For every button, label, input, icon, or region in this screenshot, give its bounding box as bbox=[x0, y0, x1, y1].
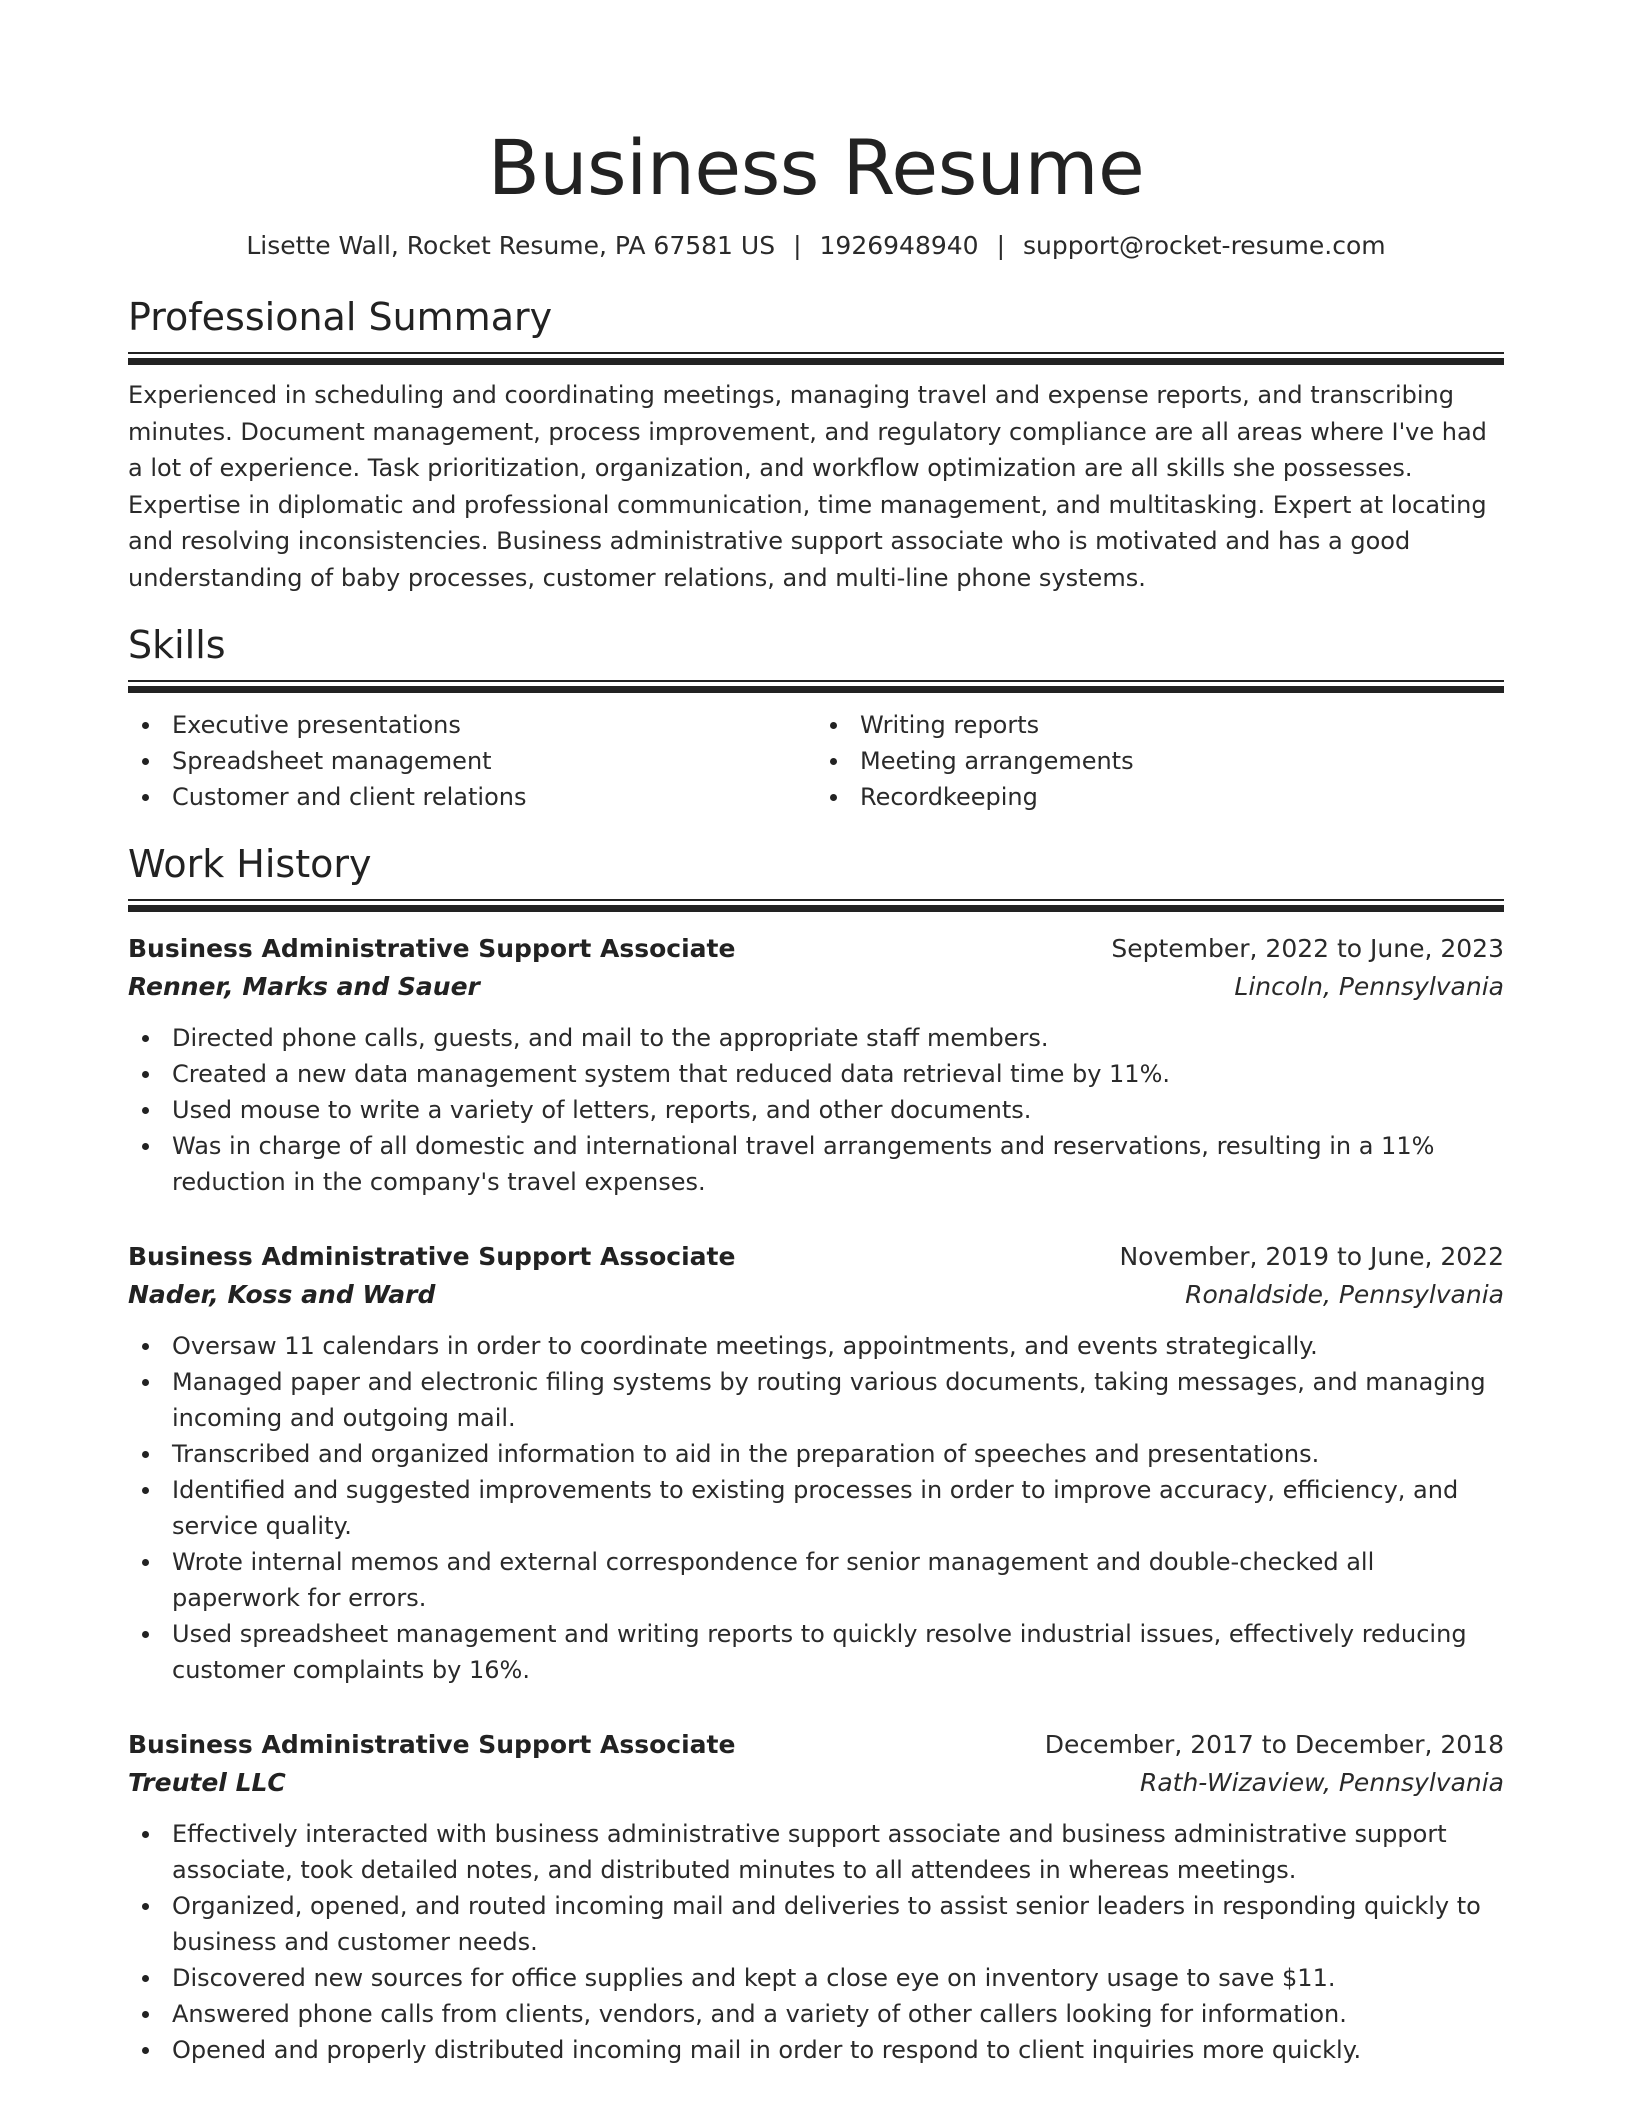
job-bullet: Managed paper and electronic filing systems by routing various documents, taking messages, and managing incoming and outgoing mail. bbox=[172, 1364, 1504, 1436]
contact-address: Lisette Wall, Rocket Resume, PA 67581 US bbox=[246, 231, 776, 260]
job-entry bbox=[128, 1238, 1504, 1688]
job-company: Renner, Marks and Sauer bbox=[128, 972, 480, 1001]
job-bullet: Oversaw 11 calendars in order to coordinate meetings, appointments, and events strategically. bbox=[172, 1328, 1504, 1364]
skill-item: Writing reports bbox=[860, 707, 1504, 743]
job-bullets bbox=[128, 1328, 1504, 1688]
section-divider bbox=[128, 352, 1504, 365]
summary-text: Experienced in scheduling and coordinating meetings, managing travel and expense reports, and transcribing minutes. Document management, process improvement, and regulatory compliance are all areas where I've had a lot of experience. Task prioritization, organization, and workflow optimization are all skills she possesses. Expertise in diplomatic and professional communication, time management, and multitasking. Expert at locating and resolving inconsistencies. Business administrative support associate who is motivated and has a good understanding of baby processes, customer relations, and multi-line phone systems. bbox=[128, 381, 1487, 592]
job-company-row bbox=[128, 968, 1504, 1006]
section-heading-summary: Professional Summary bbox=[128, 295, 553, 339]
job-company: Treutel LLC bbox=[128, 1768, 286, 1797]
job-company-row bbox=[128, 1764, 1504, 1802]
contact-line bbox=[128, 228, 1504, 264]
job-bullet: Opened and properly distributed incoming mail in order to respond to client inquiries more quickly. bbox=[172, 2032, 1504, 2068]
job-entry bbox=[128, 1726, 1504, 2068]
skill-item: Recordkeeping bbox=[860, 779, 1504, 815]
job-header-row bbox=[128, 1238, 1504, 1276]
skills-section bbox=[128, 622, 1504, 815]
contact-separator: | bbox=[996, 231, 1006, 260]
job-title: Business Administrative Support Associate bbox=[128, 1730, 736, 1759]
job-location: Rath-Wizaview, Pennsylvania bbox=[1139, 1768, 1504, 1797]
job-company: Nader, Koss and Ward bbox=[128, 1280, 436, 1309]
skills-grid bbox=[128, 707, 1504, 815]
contact-phone: 1926948940 bbox=[819, 231, 979, 260]
job-dates: September, 2022 to June, 2023 bbox=[1111, 934, 1504, 963]
job-entry bbox=[128, 930, 1504, 1200]
job-bullet: Discovered new sources for office supplies and kept a close eye on inventory usage to save $11. bbox=[172, 1960, 1504, 1996]
skills-column-right bbox=[816, 707, 1504, 815]
job-bullet: Effectively interacted with business administrative support associate and business administrative support associate, took detailed notes, and distributed minutes to all attendees in whereas meetings. bbox=[172, 1816, 1504, 1888]
job-header-row bbox=[128, 1726, 1504, 1764]
section-heading-work-history: Work History bbox=[128, 842, 372, 886]
section-divider bbox=[128, 680, 1504, 693]
section-divider bbox=[128, 899, 1504, 912]
job-dates: November, 2019 to June, 2022 bbox=[1119, 1242, 1504, 1271]
skills-column-left bbox=[128, 707, 816, 815]
job-company-row bbox=[128, 1276, 1504, 1314]
job-bullet: Transcribed and organized information to aid in the preparation of speeches and presentations. bbox=[172, 1436, 1504, 1472]
job-header-row bbox=[128, 930, 1504, 968]
job-location: Ronaldside, Pennsylvania bbox=[1185, 1280, 1504, 1309]
resume-title: Business Resume bbox=[487, 123, 1145, 212]
job-title: Business Administrative Support Associate bbox=[128, 1242, 736, 1271]
job-dates: December, 2017 to December, 2018 bbox=[1044, 1730, 1504, 1759]
job-bullet: Identified and suggested improvements to existing processes in order to improve accuracy, efficiency, and service quality. bbox=[172, 1472, 1504, 1544]
skill-item: Spreadsheet management bbox=[172, 743, 816, 779]
contact-separator: | bbox=[793, 231, 802, 260]
skill-item: Meeting arrangements bbox=[860, 743, 1504, 779]
work-history-section bbox=[128, 841, 1504, 2068]
job-bullets bbox=[128, 1020, 1504, 1200]
job-bullet: Wrote internal memos and external correspondence for senior management and double-checked all paperwork for errors. bbox=[172, 1544, 1504, 1616]
job-bullet: Used mouse to write a variety of letters, reports, and other documents. bbox=[172, 1092, 1504, 1128]
summary-section bbox=[128, 294, 1504, 596]
job-bullet: Created a new data management system that reduced data retrieval time by 11%. bbox=[172, 1056, 1504, 1092]
job-bullet: Organized, opened, and routed incoming mail and deliveries to assist senior leaders in responding quickly to business and customer needs. bbox=[172, 1888, 1504, 1960]
job-bullet: Was in charge of all domestic and international travel arrangements and reservations, resulting in a 11% reduction in the company's travel expenses. bbox=[172, 1128, 1504, 1200]
job-bullet: Directed phone calls, guests, and mail to the appropriate staff members. bbox=[172, 1020, 1504, 1056]
job-location: Lincoln, Pennsylvania bbox=[1234, 972, 1504, 1001]
section-heading-skills: Skills bbox=[128, 623, 226, 667]
job-bullets bbox=[128, 1816, 1504, 2068]
job-title: Business Administrative Support Associate bbox=[128, 934, 736, 963]
contact-email: support@rocket-resume.com bbox=[1023, 231, 1386, 260]
job-bullet: Used spreadsheet management and writing reports to quickly resolve industrial issues, effectively reducing customer complaints by 16%. bbox=[172, 1616, 1504, 1688]
skill-item: Executive presentations bbox=[172, 707, 816, 743]
job-bullet: Answered phone calls from clients, vendors, and a variety of other callers looking for information. bbox=[172, 1996, 1504, 2032]
skill-item: Customer and client relations bbox=[172, 779, 816, 815]
